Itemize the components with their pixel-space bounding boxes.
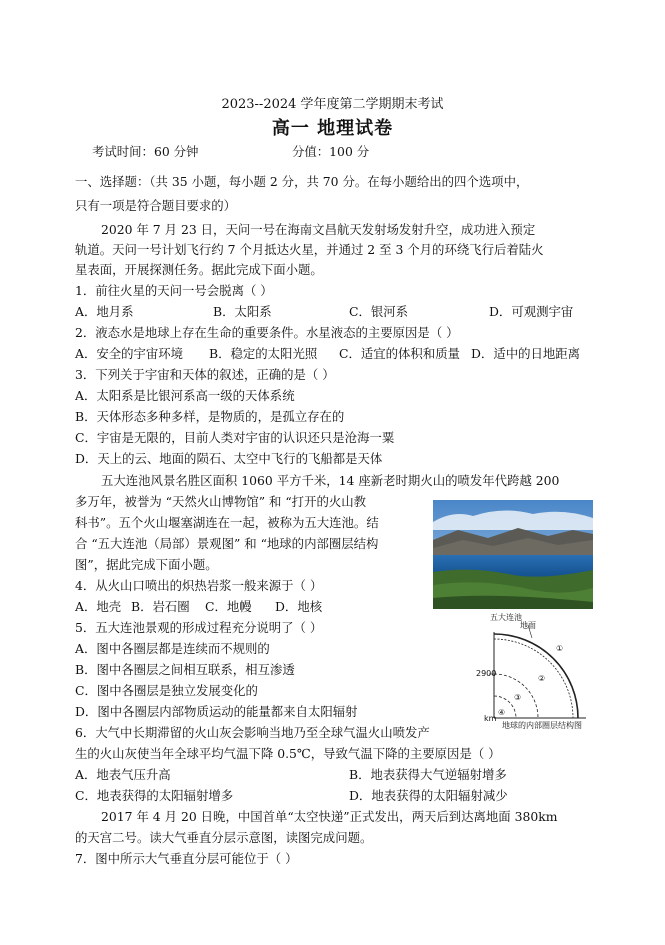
question-stem: 7．图中所示大气垂直分层可能位于（ ） [75, 851, 298, 866]
option: D．地表获得的太阳辐射减少 [349, 788, 508, 803]
diagram-surface-label: 地面 [520, 621, 536, 630]
question-stem: 5．五大连池景观的形成过程充分说明了（ ） [75, 620, 323, 635]
question-stem-cont: 生的火山灰使当年全球平均气温下降 0.5℃，导致气温下降的主要原因是（ ） [75, 746, 501, 761]
diagram-depth-label: 2900 [476, 669, 497, 678]
option: C．适宜的体积和质量 [339, 346, 460, 361]
option: B．天体形态多种多样，是物质的，是孤立存在的 [75, 409, 345, 424]
option: A．地表气压升高 [75, 767, 171, 782]
option: C．地表获得的太阳辐射增多 [75, 788, 234, 803]
passage-line: 合 “五大连池（局部）景观图” 和 “地球的内部圈层结构 [75, 536, 379, 551]
exam-year-line: 2023--2024 学年度第二学期期末考试 [221, 97, 444, 112]
layer-label-4: ④ [498, 708, 506, 717]
option: C．银河系 [349, 304, 409, 319]
layer-label-1: ① [556, 644, 564, 653]
option: A．太阳系是比银河系高一级的天体系统 [75, 388, 295, 403]
passage-line: 2020 年 7 月 23 日，天问一号在海南文昌航天发射场发射升空，成功进入预定 [101, 222, 536, 237]
question-stem: 2．液态水是地球上存在生命的重要条件。水星液态的主要原因是（ ） [75, 325, 459, 340]
exam-title: 高一 地理试卷 [271, 118, 394, 139]
option: B．太阳系 [213, 304, 272, 319]
option: D．图中各圈层内部物质运动的能量都来自太阳辐射 [75, 704, 358, 719]
option: D．地核 [275, 599, 323, 614]
passage-line: 五大连池风景名胜区面积 1060 平方千米，14 座新老时期火山的喷发年代跨越 200 [101, 473, 560, 488]
exam-time: 考试时间：60 分钟 [92, 144, 199, 159]
wudalianchi-photo [433, 500, 593, 609]
option: B．地表获得大气逆辐射增多 [349, 767, 507, 782]
option: D．天上的云、地面的陨石、太空中飞行的飞船都是天体 [75, 451, 383, 466]
option: A．地月系 [75, 304, 134, 319]
passage-line: 多万年，被誉为 “天然火山博物馆” 和 “打开的火山教 [75, 494, 367, 509]
diagram-caption: 地球的内部圈层结构图 [502, 721, 582, 730]
option: D．适中的日地距离 [471, 346, 581, 361]
earth-interior-diagram [476, 621, 590, 730]
option: D．可观测宇宙 [489, 304, 574, 319]
option: A．安全的宇宙环境 [75, 346, 184, 361]
layer-label-2: ② [538, 674, 546, 683]
option: B．稳定的太阳光照 [209, 346, 318, 361]
option: A．地壳 [75, 599, 122, 614]
question-stem: 4．从火山口喷出的炽热岩浆一般来源于（ ） [75, 578, 323, 593]
passage-line: 轨道。天问一号计划飞行约 7 个月抵达火星，并通过 2 至 3 个月的环绕飞行后着陆火 [75, 242, 544, 257]
question-stem: 1．前往火星的天问一号会脱离（ ） [75, 283, 273, 298]
passage-line: 图”，据此完成下面小题。 [75, 557, 218, 572]
option: C．图中各圈层是独立发展变化的 [75, 683, 258, 698]
option: C．宇宙是无限的，目前人类对宇宙的认识还只是沧海一粟 [75, 430, 395, 445]
option: A．图中各圈层都是连续而不规则的 [75, 641, 270, 656]
question-stem: 6．大气中长期滞留的火山灰会影响当地乃至全球气温火山喷发产 [75, 725, 430, 740]
passage-line: 科书”。五个火山堰塞湖连在一起，被称为五大连池。结 [75, 515, 379, 530]
passage-line: 星表面，开展探测任务。据此完成下面小题。 [75, 262, 323, 277]
exam-score: 分值：100 分 [292, 144, 370, 159]
section-intro: 一、选择题：（共 35 小题，每小题 2 分，共 70 分。在每小题给出的四个选项中， [75, 174, 529, 189]
layer-label-3: ③ [514, 693, 522, 702]
option: B．岩石圈 [131, 599, 190, 614]
question-stem: 3．下列关于宇宙和天体的叙述，正确的是（ ） [75, 367, 335, 382]
section-intro-cont: 只有一项是符合题目要求的） [75, 198, 237, 213]
passage-line: 2017 年 4 月 20 日晚，中国首单“太空快递”正式发出，两天后到达离地面 380km [101, 809, 558, 824]
option: C．地幔 [205, 599, 252, 614]
option: B．图中各圈层之间相互联系，相互渗透 [75, 662, 295, 677]
passage-line: 的天宫二号。读大气垂直分层示意图，读图完成问题。 [75, 830, 373, 845]
diagram-unit-label: km [484, 714, 497, 723]
photo-caption: 五大连池 [490, 613, 522, 622]
